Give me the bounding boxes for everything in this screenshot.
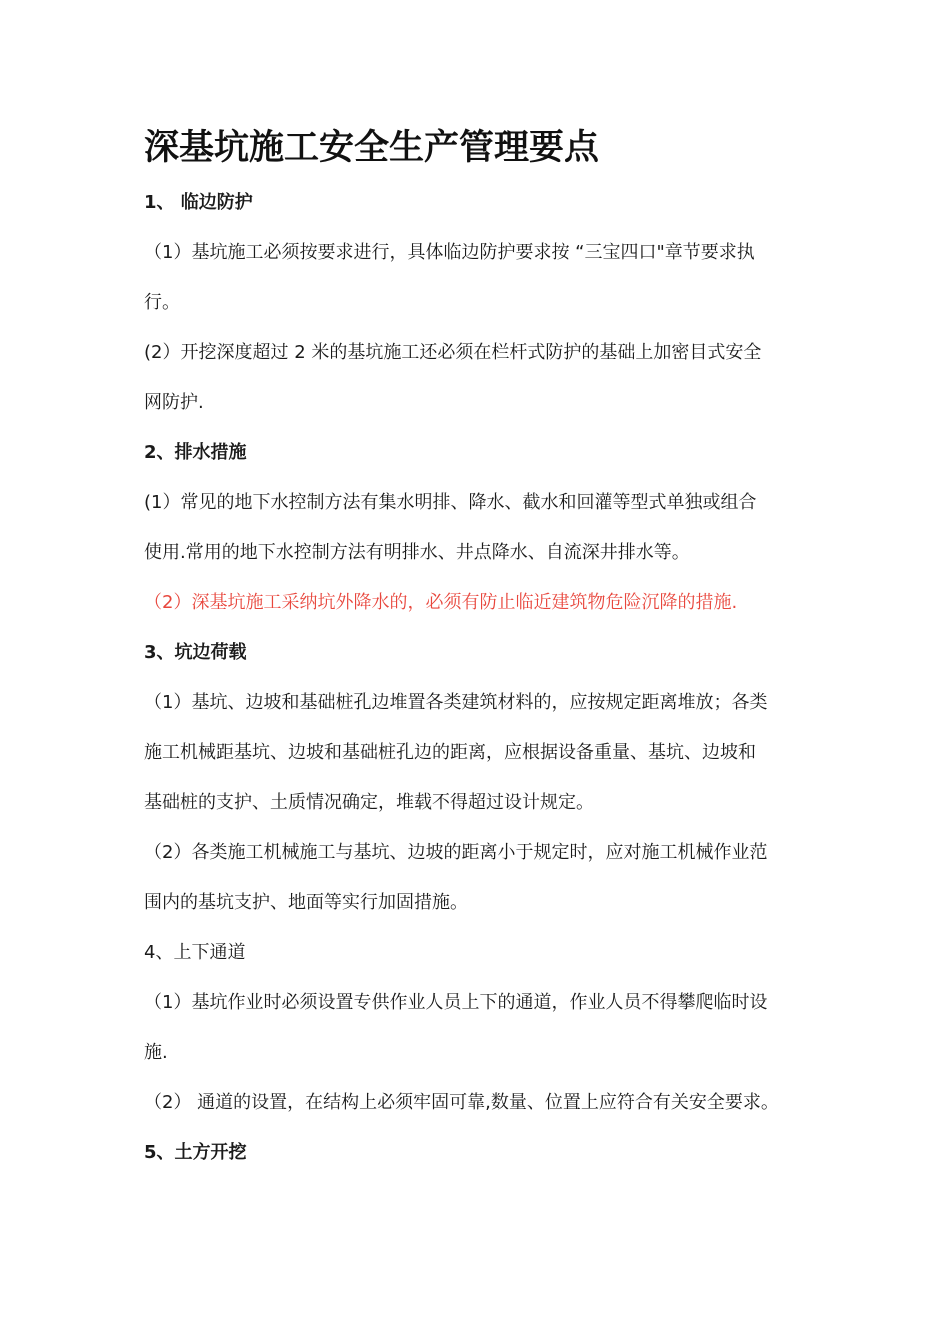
paragraph-line: （2）深基坑施工采纳坑外降水的，必须有防止临近建筑物危险沉降的措施. xyxy=(144,592,738,613)
document-title: 深基坑施工安全生产管理要点 xyxy=(144,127,600,168)
section-heading: 2、排水措施 xyxy=(144,442,247,463)
paragraph-line: （1）基坑作业时必须设置专供作业人员上下的通道，作业人员不得攀爬临时设 xyxy=(144,992,768,1013)
paragraph-line: 基础桩的支护、土质情况确定，堆载不得超过设计规定。 xyxy=(144,792,594,813)
paragraph-line: 行。 xyxy=(144,292,180,313)
paragraph-line: 4、上下通道 xyxy=(144,942,246,963)
section-heading: 1、 临边防护 xyxy=(144,192,253,213)
paragraph-line: （1）基坑、边坡和基础桩孔边堆置各类建筑材料的，应按规定距离堆放；各类 xyxy=(144,692,768,713)
paragraph-line: 施. xyxy=(144,1042,168,1063)
paragraph-line: 使用.常用的地下水控制方法有明排水、井点降水、自流深井排水等。 xyxy=(144,542,690,563)
section-heading: 5、土方开挖 xyxy=(144,1142,247,1163)
paragraph-line: （2）各类施工机械施工与基坑、边坡的距离小于规定时，应对施工机械作业范 xyxy=(144,842,768,863)
document-page xyxy=(144,118,814,1178)
paragraph-line: 网防护. xyxy=(144,392,204,413)
document-body xyxy=(144,178,814,1178)
paragraph-line: （1）基坑施工必须按要求进行，具体临边防护要求按 “三宝四口"章节要求执 xyxy=(144,242,755,263)
paragraph-line: 围内的基坑支护、地面等实行加固措施。 xyxy=(144,892,468,913)
paragraph-line: (2）开挖深度超过 2 米的基坑施工还必须在栏杆式防护的基础上加密目式安全 xyxy=(144,342,762,363)
paragraph-line: （2） 通道的设置，在结构上必须牢固可靠,数量、位置上应符合有关安全要求。 xyxy=(144,1092,779,1113)
paragraph-line: 施工机械距基坑、边坡和基础桩孔边的距离，应根据设备重量、基坑、边坡和 xyxy=(144,742,756,763)
section-heading: 3、坑边荷载 xyxy=(144,642,247,663)
paragraph-line: (1）常见的地下水控制方法有集水明排、降水、截水和回灌等型式单独或组合 xyxy=(144,492,757,513)
